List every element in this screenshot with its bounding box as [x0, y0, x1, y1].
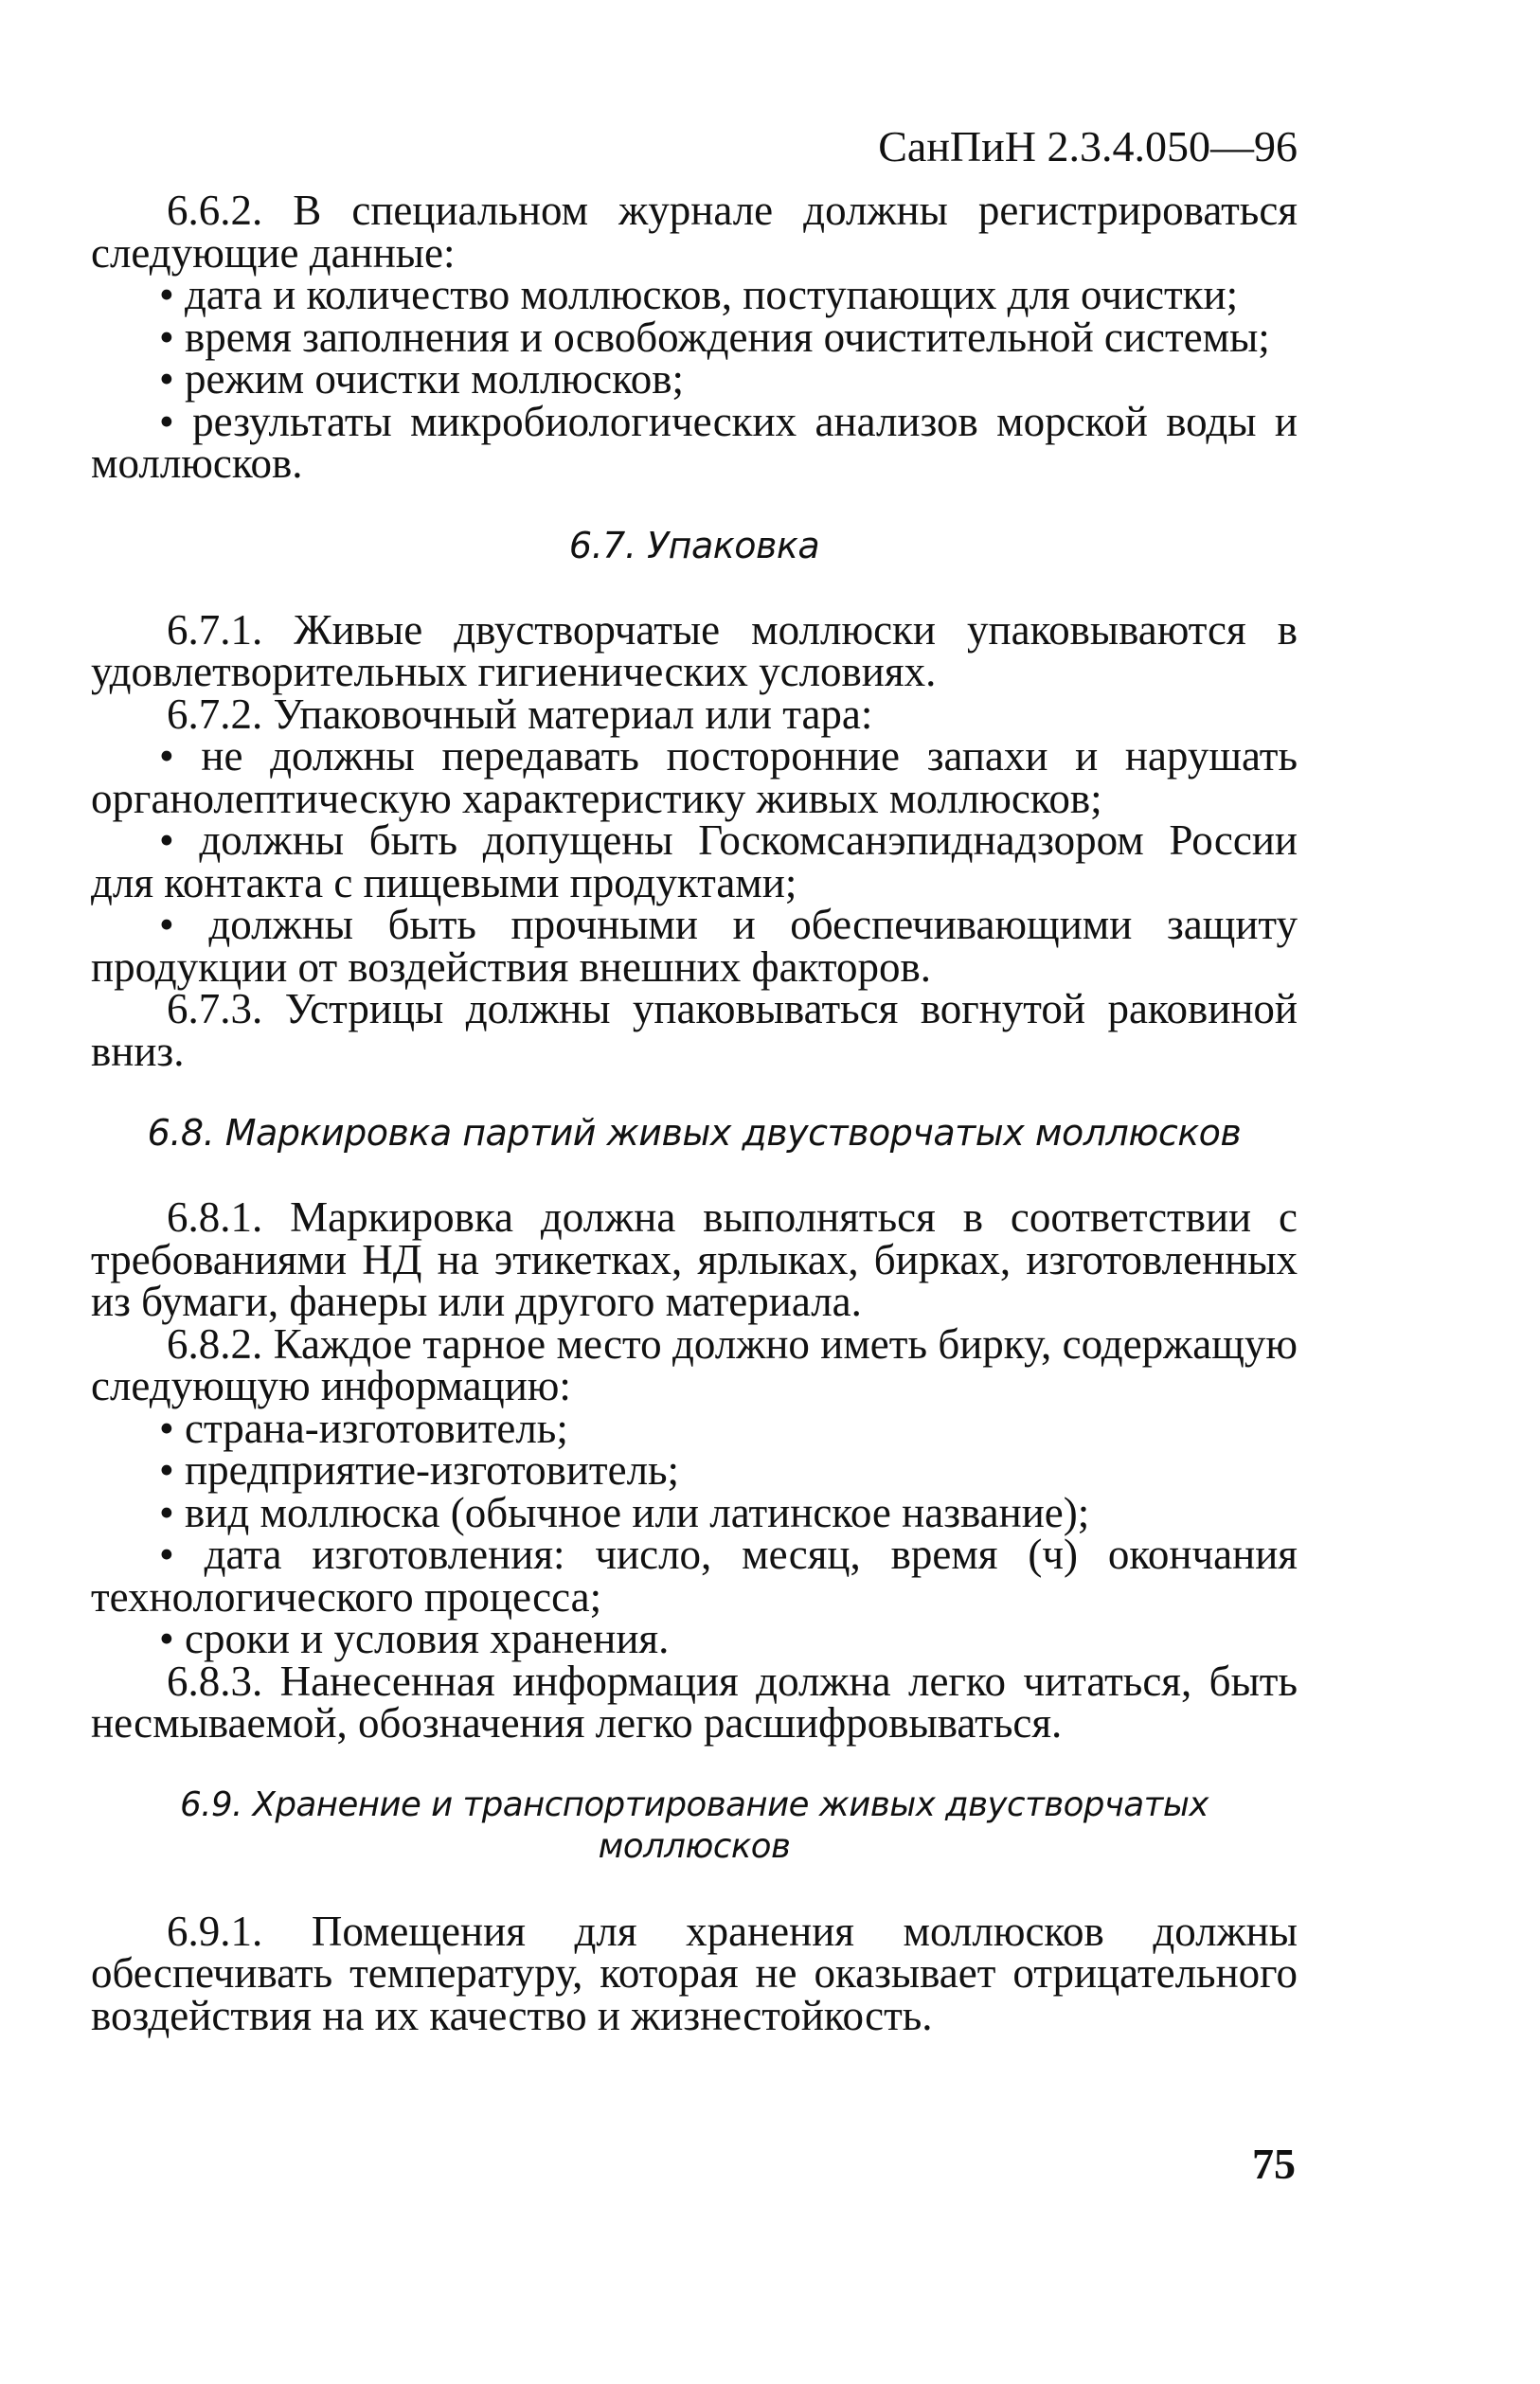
document-header: СанПиН 2.3.4.050—96 — [878, 122, 1298, 170]
bullet-item: • предприятие-изготовитель; — [159, 1446, 680, 1494]
paragraph-6-7-2: 6.7.2. Упаковочный материал или тара: — [167, 690, 873, 738]
page-number: 75 — [1252, 2140, 1296, 2188]
paragraph-6-7-3: 6.7.3. Устрицы должны упаковываться вогнутой раковиной вниз. — [91, 985, 1298, 1075]
bullet-item: • сроки и условия хранения. — [159, 1615, 670, 1662]
bullet-item: • дата и количество моллюсков, поступающих для очистки; — [159, 271, 1239, 318]
section-heading-6-7: 6.7. Упаковка — [568, 524, 820, 566]
section-heading-6-8: 6.8. Маркировка партий живых двустворчатых моллюсков — [147, 1112, 1242, 1154]
paragraph-6-8-1: 6.8.1. Маркировка должна выполняться в соответствии с требованиями НД на этикетках, ярлыках, бирках, изготовленных из бумаги, фанеры или другого материала. — [91, 1193, 1298, 1325]
bullet-item: • не должны передавать посторонние запахи и нарушать органолептическую характеристику живых моллюсков; — [91, 732, 1298, 822]
paragraph-6-6-2: 6.6.2. В специальном журнале должны регистрироваться следующие данные: — [91, 187, 1298, 277]
bullet-item: • должны быть прочными и обеспечивающими защиту продукции от воздействия внешних факторов. — [91, 901, 1298, 991]
document-page — [91, 122, 1298, 2039]
bullet-item: • должны быть допущены Госкомсанэпиднадзором России для контакта с пищевыми продуктами; — [91, 816, 1298, 906]
bullet-item: • дата изготовления: число, месяц, время (ч) окончания технологического процесса; — [91, 1531, 1298, 1621]
paragraph-6-9-1: 6.9.1. Помещения для хранения моллюсков должны обеспечивать температуру, которая не оказывает отрицательного воздействия на их качество и жизнестойкость. — [91, 1907, 1298, 2039]
bullet-item: • время заполнения и освобождения очистительной системы; — [159, 313, 1270, 361]
bullet-item: • режим очистки моллюсков; — [159, 355, 684, 403]
paragraph-6-8-3: 6.8.3. Нанесенная информация должна легко читаться, быть несмываемой, обозначения легко расшифровываться. — [91, 1657, 1298, 1747]
bullet-item: • страна-изготовитель; — [159, 1404, 568, 1452]
paragraph-6-8-2: 6.8.2. Каждое тарное место должно иметь бирку, содержащую следующую информацию: — [91, 1319, 1298, 1409]
bullet-item: • результаты микробиологических анализов морской воды и моллюсков. — [91, 397, 1298, 487]
section-heading-6-9: 6.9. Хранение и транспортирование живых двустворчатых моллюсков — [180, 1784, 1209, 1866]
bullet-item: • вид моллюска (обычное или латинское название); — [159, 1488, 1090, 1536]
paragraph-6-7-1: 6.7.1. Живые двустворчатые моллюски упаковываются в удовлетворительных гигиенических условиях. — [91, 605, 1298, 695]
